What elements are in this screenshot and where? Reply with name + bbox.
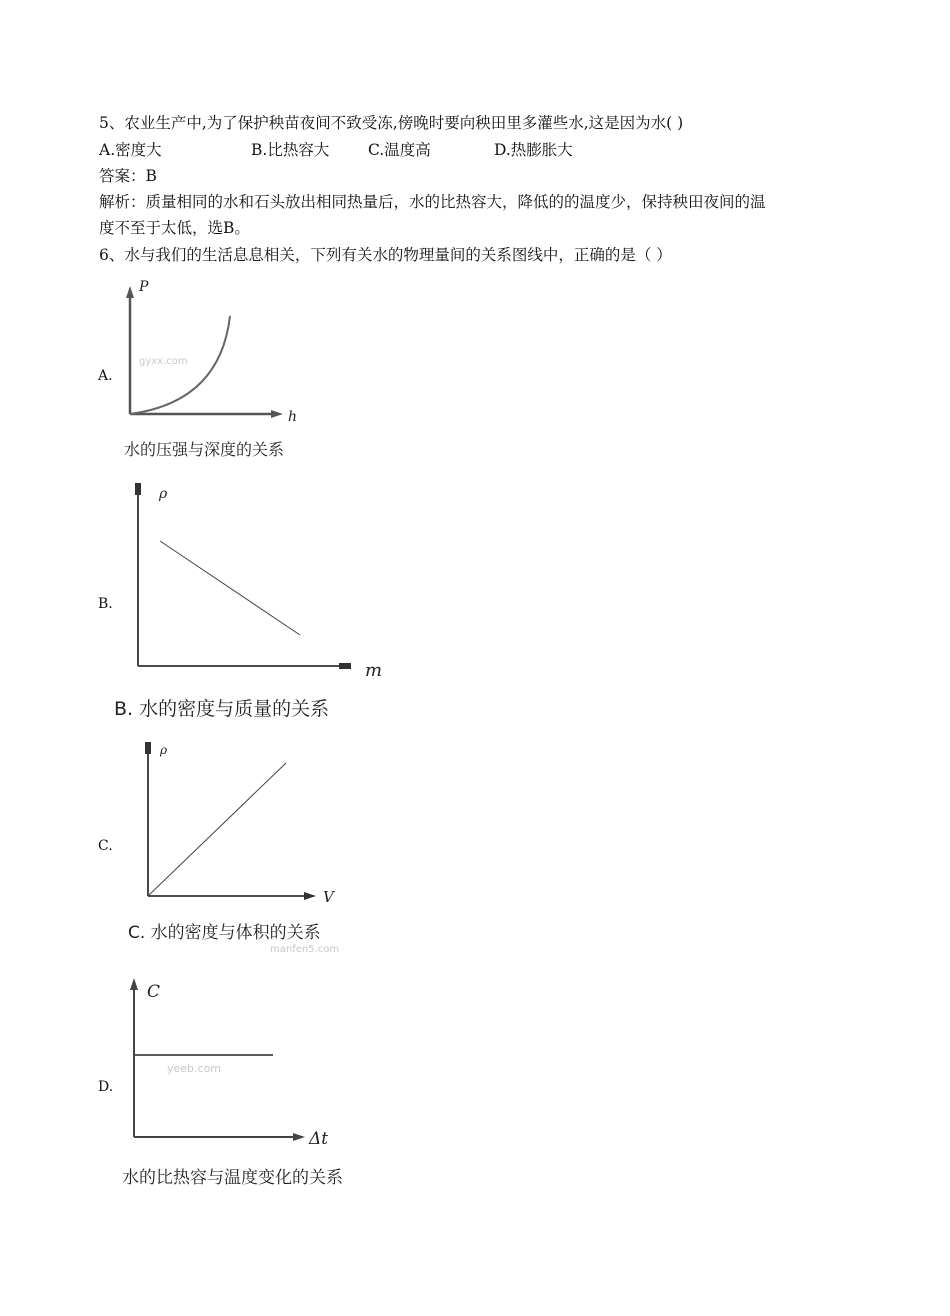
q5-analysis-line-1: 解析：质量相同的水和石头放出相同热量后，水的比热容大，降低的的温度少，保持秧田夜间的温	[99, 193, 766, 211]
q5-option-b: B.比热容大	[251, 141, 330, 159]
watermark-2: manfen5.com	[270, 944, 340, 955]
graph-c-x-label: V	[323, 888, 334, 906]
graph-d-x-label: Δt	[309, 1129, 329, 1149]
q5-analysis-line-2: 度不至于太低，选B。	[99, 219, 250, 237]
caption-d: 水的比热容与温度变化的关系	[122, 1168, 343, 1188]
caption-a: 水的压强与深度的关系	[124, 440, 285, 459]
graph-d	[125, 972, 345, 1147]
graph-c-y-arrow	[145, 742, 151, 754]
graph-b-y-label: ρ	[159, 486, 168, 502]
graph-a-y-arrow	[126, 286, 134, 298]
watermark-1: gyxx.com	[139, 356, 188, 367]
q5-option-d: D.热膨胀大	[494, 141, 573, 159]
graph-d-y-label: C	[147, 982, 161, 1002]
graph-b-line	[160, 541, 300, 635]
q5-answer: 答案：B	[99, 167, 157, 185]
watermark-3: yeeb.com	[167, 1062, 222, 1075]
graph-c	[140, 736, 340, 906]
graph-b-y-arrow	[135, 483, 141, 495]
graph-d-x-arrow	[293, 1133, 305, 1141]
caption-c: C. 水的密度与体积的关系	[128, 923, 321, 943]
option-a-label: A.	[98, 368, 113, 384]
graph-a	[115, 276, 315, 426]
watermark-2-wrap	[270, 940, 370, 956]
option-b-label: B.	[98, 596, 113, 612]
graph-c-y-label: ρ	[160, 743, 168, 757]
graph-a-x-label: h	[288, 409, 298, 425]
q5-option-c: C.温度高	[368, 141, 431, 159]
graph-c-x-arrow	[304, 892, 316, 900]
caption-b: B. 水的密度与质量的关系	[114, 698, 330, 720]
graph-a-x-arrow	[271, 410, 283, 418]
q5-question: 5、农业生产中,为了保护秧苗夜间不致受冻,傍晚时要向秧田里多灌些水,这是因为水( )	[99, 114, 684, 132]
graph-b-x-arrow	[339, 663, 351, 669]
graph-b	[125, 478, 395, 681]
graph-d-y-arrow	[130, 978, 138, 990]
option-d-label: D.	[98, 1079, 114, 1095]
graph-a-y-label: P	[139, 279, 149, 295]
graph-c-line	[148, 763, 286, 896]
q5-option-a: A.密度大	[99, 141, 162, 159]
q6-question: 6、水与我们的生活息息相关，下列有关水的物理量间的关系图线中，正确的是（ ）	[99, 246, 672, 264]
q5-options	[99, 139, 573, 161]
option-c-label: C.	[98, 838, 113, 854]
graph-b-x-label: m	[365, 660, 383, 681]
